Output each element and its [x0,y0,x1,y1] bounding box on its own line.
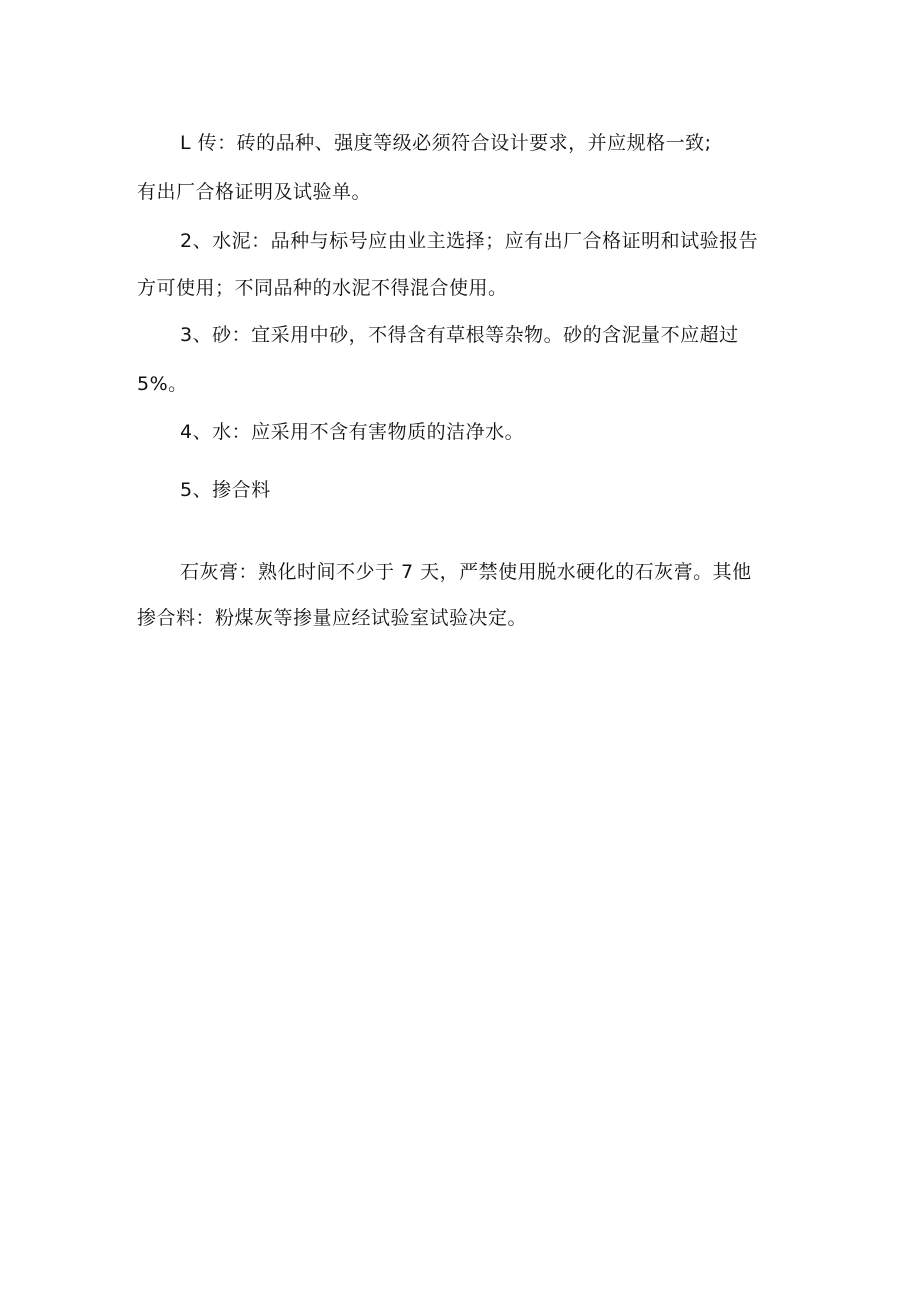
water-requirement-line: 4、水：应采用不含有害物质的洁净水。 [180,421,525,443]
sand-requirement-line-1: 3、砂：宜采用中砂，不得含有草根等杂物。砂的含泥量不应超过 [180,324,739,346]
sand-requirement-line-2: 5%。 [137,373,188,395]
cement-requirement-line-1: 2、水泥：品种与标号应由业主选择；应有出厂合格证明和试验报告 [180,230,759,252]
admixture-heading: 5、掺合料 [180,479,271,501]
brick-requirement-line-2: 有出厂合格证明及试验单。 [137,181,372,203]
lime-paste-line-2: 掺合料：粉煤灰等掺量应经试验室试验决定。 [137,607,528,629]
lime-paste-line-1: 石灰膏：熟化时间不少于 7 天，严禁使用脱水硬化的石灰膏。其他 [180,561,752,583]
cement-requirement-line-2: 方可使用；不同品种的水泥不得混合使用。 [137,277,508,299]
brick-requirement-line-1: L 传：砖的品种、强度等级必须符合设计要求，并应规格一致; [180,132,712,154]
